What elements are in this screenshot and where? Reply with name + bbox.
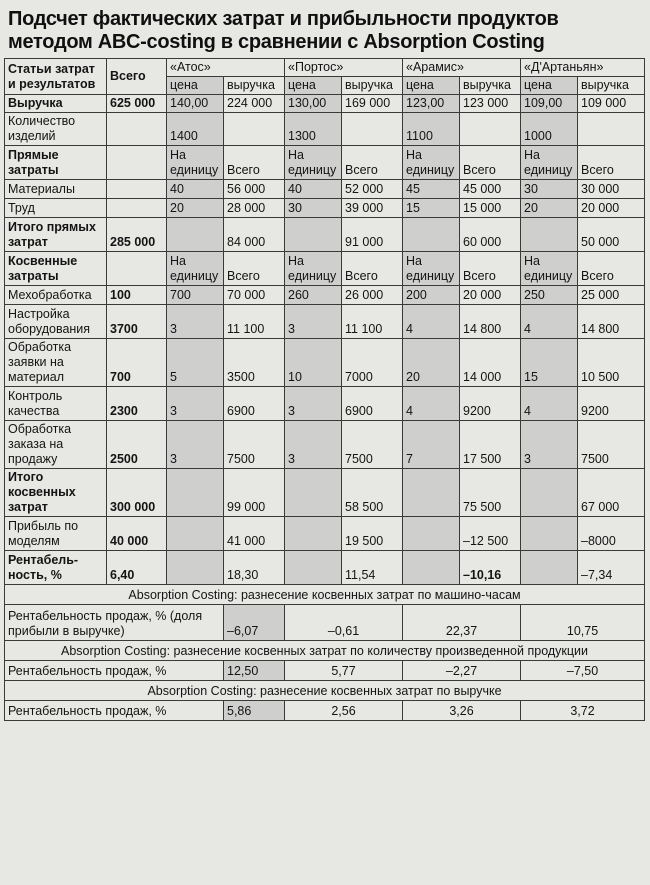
row-total: 3700 bbox=[107, 305, 167, 339]
cell-value: 9200 bbox=[578, 387, 645, 421]
cell-value bbox=[167, 551, 224, 585]
header-sub-revenue: выручка bbox=[460, 77, 521, 95]
section-value: 22,37 bbox=[403, 605, 521, 641]
section-title: Absorption Costing: разнесение косвенных затрат по выручке bbox=[5, 681, 645, 701]
cell-value: 250 bbox=[521, 286, 578, 305]
cell-value: 41 000 bbox=[224, 517, 285, 551]
cell-value: 9200 bbox=[460, 387, 521, 421]
row-label: Мехобработка bbox=[5, 286, 107, 305]
row-label: Контроль качества bbox=[5, 387, 107, 421]
cell-value bbox=[521, 218, 578, 252]
cell-value: 169 000 bbox=[342, 95, 403, 113]
cell-value: 11,54 bbox=[342, 551, 403, 585]
cell-value: 130,00 bbox=[285, 95, 342, 113]
cell-value: На единицу bbox=[521, 146, 578, 180]
cell-value: 1100 bbox=[403, 113, 460, 146]
cell-value: 84 000 bbox=[224, 218, 285, 252]
section-value: 3,26 bbox=[403, 701, 521, 721]
cell-value: 25 000 bbox=[578, 286, 645, 305]
cell-value: 109 000 bbox=[578, 95, 645, 113]
cell-value: 700 bbox=[167, 286, 224, 305]
cell-value: Всего bbox=[578, 252, 645, 286]
cell-value: 70 000 bbox=[224, 286, 285, 305]
cell-value: 7500 bbox=[342, 421, 403, 469]
row-total: 40 000 bbox=[107, 517, 167, 551]
cell-value: 15 000 bbox=[460, 199, 521, 218]
row-label: Обработка заявки на материал bbox=[5, 339, 107, 387]
cell-value bbox=[521, 469, 578, 517]
cell-value: На единицу bbox=[285, 252, 342, 286]
cell-value: 91 000 bbox=[342, 218, 403, 252]
cell-value: Всего bbox=[342, 252, 403, 286]
cell-value bbox=[403, 551, 460, 585]
table-row bbox=[5, 199, 645, 218]
cell-value: 40 bbox=[285, 180, 342, 199]
row-total bbox=[107, 199, 167, 218]
cell-value: 20 bbox=[403, 339, 460, 387]
row-label: Прямые затраты bbox=[5, 146, 107, 180]
title-line-1: Подсчет фактических затрат и прибыльности продуктов bbox=[8, 8, 559, 30]
row-total: 285 000 bbox=[107, 218, 167, 252]
table-row bbox=[5, 339, 645, 387]
cell-value bbox=[285, 469, 342, 517]
section-value: –0,61 bbox=[285, 605, 403, 641]
cell-value: Всего bbox=[578, 146, 645, 180]
section-header-row bbox=[5, 585, 645, 605]
row-label: Труд bbox=[5, 199, 107, 218]
cell-value: 7000 bbox=[342, 339, 403, 387]
table-row bbox=[5, 551, 645, 585]
section-value: 2,56 bbox=[285, 701, 403, 721]
header-product-portos: «Портос» bbox=[285, 59, 403, 77]
cell-value: На единицу bbox=[521, 252, 578, 286]
cell-value: На единицу bbox=[167, 252, 224, 286]
cell-value bbox=[578, 113, 645, 146]
row-label: Количество изделий bbox=[5, 113, 107, 146]
cell-value: 123 000 bbox=[460, 95, 521, 113]
table-row bbox=[5, 218, 645, 252]
cell-value: 224 000 bbox=[224, 95, 285, 113]
cell-value: 3 bbox=[285, 421, 342, 469]
cell-value: 67 000 bbox=[578, 469, 645, 517]
cell-value: 75 500 bbox=[460, 469, 521, 517]
section-label: Рентабельность продаж, % (доля прибыли в выручке) bbox=[5, 605, 224, 641]
cell-value bbox=[403, 517, 460, 551]
cell-value: 3 bbox=[285, 387, 342, 421]
row-total bbox=[107, 113, 167, 146]
header-row-products bbox=[5, 59, 645, 77]
cell-value: 3 bbox=[285, 305, 342, 339]
cell-value: 3 bbox=[167, 387, 224, 421]
row-total: 6,40 bbox=[107, 551, 167, 585]
cell-value: 30 bbox=[521, 180, 578, 199]
section-value: –7,50 bbox=[521, 661, 645, 681]
cell-value bbox=[460, 113, 521, 146]
row-label: Итого прямых затрат bbox=[5, 218, 107, 252]
row-label: Прибыль по моделям bbox=[5, 517, 107, 551]
section-value: 5,86 bbox=[224, 701, 285, 721]
cell-value: 1400 bbox=[167, 113, 224, 146]
header-total: Всего bbox=[107, 59, 167, 95]
cell-value: 10 500 bbox=[578, 339, 645, 387]
section-value: 3,72 bbox=[521, 701, 645, 721]
row-total: 100 bbox=[107, 286, 167, 305]
cell-value: 123,00 bbox=[403, 95, 460, 113]
header-sub-price: цена bbox=[167, 77, 224, 95]
cell-value: 50 000 bbox=[578, 218, 645, 252]
table-row bbox=[5, 305, 645, 339]
cell-value: 7 bbox=[403, 421, 460, 469]
cell-value: 6900 bbox=[224, 387, 285, 421]
cell-value: 1300 bbox=[285, 113, 342, 146]
cell-value: 4 bbox=[521, 387, 578, 421]
cell-value: –10,16 bbox=[460, 551, 521, 585]
row-label: Итого косвенных затрат bbox=[5, 469, 107, 517]
cell-value: 4 bbox=[403, 387, 460, 421]
cell-value: 39 000 bbox=[342, 199, 403, 218]
cell-value: 58 500 bbox=[342, 469, 403, 517]
cell-value: 14 000 bbox=[460, 339, 521, 387]
cell-value bbox=[285, 218, 342, 252]
cell-value: 4 bbox=[403, 305, 460, 339]
cell-value: 30 bbox=[285, 199, 342, 218]
header-sub-revenue: выручка bbox=[578, 77, 645, 95]
cell-value: 7500 bbox=[224, 421, 285, 469]
header-product-dartanyan: «Д'Артаньян» bbox=[521, 59, 645, 77]
cell-value: На единицу bbox=[403, 252, 460, 286]
row-total: 300 000 bbox=[107, 469, 167, 517]
cell-value: Всего bbox=[224, 252, 285, 286]
row-total: 2300 bbox=[107, 387, 167, 421]
table-body bbox=[5, 59, 645, 721]
table-row bbox=[5, 113, 645, 146]
cell-value: 17 500 bbox=[460, 421, 521, 469]
table-row bbox=[5, 95, 645, 113]
cell-value bbox=[403, 218, 460, 252]
cell-value bbox=[403, 469, 460, 517]
cell-value: 1000 bbox=[521, 113, 578, 146]
page-title bbox=[8, 8, 646, 54]
cell-value: 19 500 bbox=[342, 517, 403, 551]
cell-value: 7500 bbox=[578, 421, 645, 469]
table-row bbox=[5, 180, 645, 199]
header-sub-revenue: выручка bbox=[224, 77, 285, 95]
cell-value: 14 800 bbox=[578, 305, 645, 339]
cell-value: –7,34 bbox=[578, 551, 645, 585]
cell-value: 109,00 bbox=[521, 95, 578, 113]
table-row bbox=[5, 252, 645, 286]
cell-value: На единицу bbox=[285, 146, 342, 180]
table-row bbox=[5, 286, 645, 305]
section-row bbox=[5, 701, 645, 721]
section-value: 10,75 bbox=[521, 605, 645, 641]
cell-value: 14 800 bbox=[460, 305, 521, 339]
section-label: Рентабельность продаж, % bbox=[5, 701, 224, 721]
cell-value: 15 bbox=[403, 199, 460, 218]
section-header-row bbox=[5, 641, 645, 661]
cell-value: 15 bbox=[521, 339, 578, 387]
cell-value bbox=[167, 469, 224, 517]
cell-value: 3 bbox=[521, 421, 578, 469]
section-label: Рентабельность продаж, % bbox=[5, 661, 224, 681]
header-sub-price: цена bbox=[285, 77, 342, 95]
cell-value: Всего bbox=[460, 252, 521, 286]
cell-value: 6900 bbox=[342, 387, 403, 421]
header-sub-price: цена bbox=[521, 77, 578, 95]
table-row bbox=[5, 421, 645, 469]
title-line-2: методом ABC-costing в сравнении с Absorption Costing bbox=[8, 31, 545, 53]
cell-value: Всего bbox=[224, 146, 285, 180]
cell-value bbox=[285, 551, 342, 585]
cell-value bbox=[167, 218, 224, 252]
cell-value: 45 000 bbox=[460, 180, 521, 199]
cell-value: 4 bbox=[521, 305, 578, 339]
cell-value: На единицу bbox=[403, 146, 460, 180]
cell-value: 30 000 bbox=[578, 180, 645, 199]
table-row bbox=[5, 469, 645, 517]
row-total bbox=[107, 180, 167, 199]
cell-value: 10 bbox=[285, 339, 342, 387]
row-label: Настройка оборудования bbox=[5, 305, 107, 339]
cell-value: 260 bbox=[285, 286, 342, 305]
cell-value: 20 000 bbox=[578, 199, 645, 218]
section-value: –2,27 bbox=[403, 661, 521, 681]
cell-value: 3500 bbox=[224, 339, 285, 387]
cell-value: 45 bbox=[403, 180, 460, 199]
table-row bbox=[5, 387, 645, 421]
section-row bbox=[5, 661, 645, 681]
cell-value bbox=[342, 113, 403, 146]
section-header-row bbox=[5, 681, 645, 701]
header-sub-revenue: выручка bbox=[342, 77, 403, 95]
cell-value: На единицу bbox=[167, 146, 224, 180]
row-total: 625 000 bbox=[107, 95, 167, 113]
section-title: Absorption Costing: разнесение косвенных затрат по машино-часам bbox=[5, 585, 645, 605]
header-row-label: Статьи затрат и результатов bbox=[5, 59, 107, 95]
table-row bbox=[5, 146, 645, 180]
header-sub-price: цена bbox=[403, 77, 460, 95]
cell-value: 3 bbox=[167, 305, 224, 339]
section-title: Absorption Costing: разнесение косвенных затрат по количеству произведенной продукции bbox=[5, 641, 645, 661]
cell-value: 28 000 bbox=[224, 199, 285, 218]
cell-value bbox=[285, 517, 342, 551]
cell-value: 11 100 bbox=[224, 305, 285, 339]
cost-table bbox=[4, 58, 645, 721]
section-value: 5,77 bbox=[285, 661, 403, 681]
cell-value bbox=[521, 551, 578, 585]
row-total bbox=[107, 146, 167, 180]
header-product-atos: «Атос» bbox=[167, 59, 285, 77]
cell-value: 18,30 bbox=[224, 551, 285, 585]
row-label: Материалы bbox=[5, 180, 107, 199]
section-value: 12,50 bbox=[224, 661, 285, 681]
row-label: Обработка заказа на продажу bbox=[5, 421, 107, 469]
cell-value bbox=[224, 113, 285, 146]
cell-value: 5 bbox=[167, 339, 224, 387]
cell-value: –12 500 bbox=[460, 517, 521, 551]
cell-value: 11 100 bbox=[342, 305, 403, 339]
cell-value: 40 bbox=[167, 180, 224, 199]
section-value: –6,07 bbox=[224, 605, 285, 641]
cell-value: 56 000 bbox=[224, 180, 285, 199]
cell-value: 20 bbox=[167, 199, 224, 218]
cell-value: –8000 bbox=[578, 517, 645, 551]
cell-value: 26 000 bbox=[342, 286, 403, 305]
cell-value bbox=[167, 517, 224, 551]
cell-value: 140,00 bbox=[167, 95, 224, 113]
cell-value: 99 000 bbox=[224, 469, 285, 517]
cell-value: Всего bbox=[460, 146, 521, 180]
cell-value: 20 bbox=[521, 199, 578, 218]
cell-value: 3 bbox=[167, 421, 224, 469]
row-label: Рентабель-ность, % bbox=[5, 551, 107, 585]
cell-value: 20 000 bbox=[460, 286, 521, 305]
row-total bbox=[107, 252, 167, 286]
cell-value: 52 000 bbox=[342, 180, 403, 199]
cell-value: Всего bbox=[342, 146, 403, 180]
table-row bbox=[5, 517, 645, 551]
header-product-aramis: «Арамис» bbox=[403, 59, 521, 77]
row-label: Выручка bbox=[5, 95, 107, 113]
row-total: 2500 bbox=[107, 421, 167, 469]
cell-value: 60 000 bbox=[460, 218, 521, 252]
row-total: 700 bbox=[107, 339, 167, 387]
section-row bbox=[5, 605, 645, 641]
row-label: Косвенные затраты bbox=[5, 252, 107, 286]
cell-value: 200 bbox=[403, 286, 460, 305]
cell-value bbox=[521, 517, 578, 551]
